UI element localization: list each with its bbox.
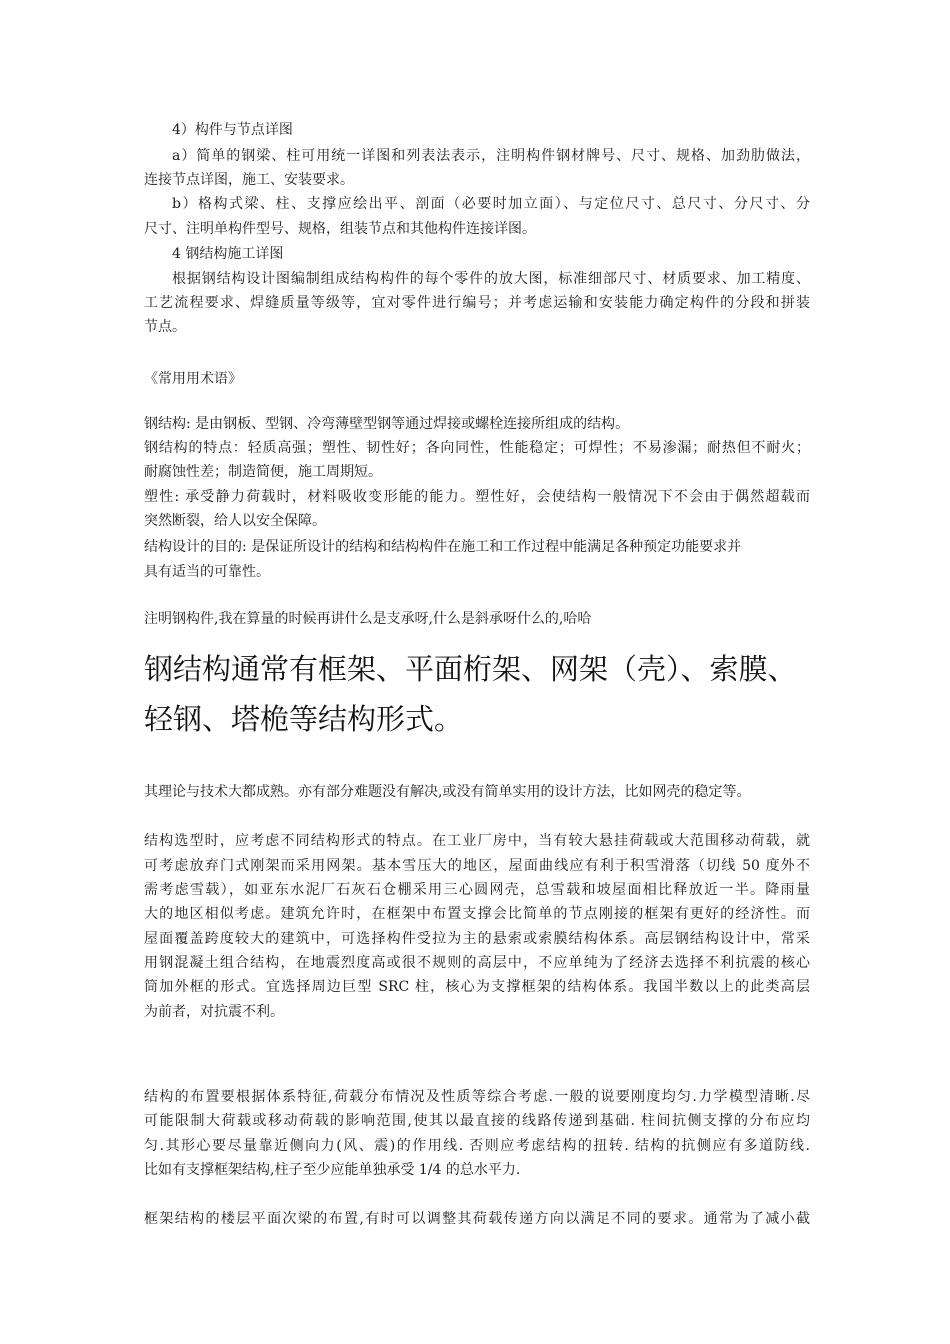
paragraph-line: a）简单的钢梁、柱可用统一详图和列表法表示，注明构件钢材牌号、尺寸、规格、加劲肋做法， [172,148,810,164]
paragraph-line: 具有适当的可靠性。 [144,564,270,580]
paragraph-line: 根据钢结构设计图编制组成结构构件的每个零件的放大图，标准细部尺寸、材质要求、加工精度、 [172,271,810,287]
paragraph-line: 筒加外框的形式。宜选择周边巨型 SRC 柱，核心为支撑框架的结构体系。我国半数以上的此类高层 [144,979,810,995]
paragraph-line: 突然断裂，给人以安全保障。 [144,513,326,529]
paragraph-line: 钢结构的特点：轻质高强；塑性、韧性好；各向同性，性能稳定；可焊性；不易渗漏；耐热但不耐火； [144,440,810,456]
large-heading-line: 轻钢、塔桅等结构形式。 [144,702,464,736]
paragraph-line: 可能限制大荷载或移动荷载的影响范围,使其以最直接的线路传递到基础. 柱间抗侧支撑的分布应均 [144,1113,810,1129]
paragraph-line: 耐腐蚀性差；制造简便，施工周期短。 [144,464,382,480]
paragraph-line: 匀.其形心要尽量靠近侧向力(风、震)的作用线. 否则应考虑结构的扭转. 结构的抗侧应有多道防线. [144,1138,810,1154]
paragraph-line: 比如有支撑框架结构,柱子至少应能单独承受 1/4 的总水平力. [144,1162,521,1178]
paragraph-line: 塑性: 承受静力荷载时，材料吸收变形能的能力。塑性好，会使结构一般情况下不会由于偶然超载而 [144,489,810,505]
paragraph-line: 结构选型时，应考虑不同结构形式的特点。在工业厂房中，当有较大悬挂荷载或大范围移动荷载，就 [144,833,810,849]
section-heading: 4）构件与节点详图 [172,122,293,138]
glossary-title: 《常用用术语》 [144,371,242,387]
paragraph-line: 用钢混凝土组合结构，在地震烈度高或很不规则的高层中，不应单纯为了经济去选择不利抗震的核心 [144,955,810,971]
paragraph-line: 节点。 [144,319,186,335]
paragraph-line: 需考虑雪载），如亚东水泥厂石灰石仓棚采用三心圆网壳，总雪载和坡屋面相比释放近一半。降雨量 [144,882,810,898]
paragraph-line: 为前者，对抗震不利。 [144,1004,284,1020]
paragraph-line: 其理论与技术大都成熟。亦有部分难题没有解决,或没有简单实用的设计方法，比如网壳的稳定等。 [144,784,751,800]
section-heading: 4 钢结构施工详图 [172,246,284,262]
paragraph-line: 注明钢构件,我在算量的时候再讲什么是支承呀,什么是斜承呀什么的,哈哈 [144,611,592,627]
paragraph-line: 尺寸、注明单构件型号、规格，组装节点和其他构件连接详图。 [144,221,536,237]
paragraph-line: 工艺流程要求、焊缝质量等级等，宜对零件进行编号；并考虑运输和安装能力确定构件的分段和拼装 [144,295,810,311]
paragraph-line: 连接节点详图，施工、安装要求。 [144,172,354,188]
paragraph-line: 可考虑放弃门式刚架而采用网架。基本雪压大的地区，屋面曲线应有利于积雪滑落（切线 50 度外不 [144,858,810,874]
paragraph-line: 钢结构: 是由钢板、型钢、冷弯薄壁型钢等通过焊接或螺栓连接所组成的结构。 [144,416,630,432]
paragraph-line: 大的地区相似考虑。建筑允许时，在框架中布置支撑会比简单的节点刚接的框架有更好的经济性。而 [144,906,810,922]
paragraph-line: 框架结构的楼层平面次梁的布置,有时可以调整其荷载传递方向以满足不同的要求。通常为了减小截 [144,1211,810,1227]
paragraph-line: 结构的布置要根据体系特征,荷载分布情况及性质等综合考虑.一般的说要刚度均匀.力学模型清晰.尽 [144,1089,810,1105]
paragraph-line: 屋面覆盖跨度较大的建筑中，可选择构件受拉为主的悬索或索膜结构体系。高层钢结构设计中，常采 [144,931,810,947]
paragraph-line: 结构设计的目的: 是保证所设计的结构和结构构件在施工和工作过程中能满足各种预定功能要求并 [144,539,742,555]
paragraph-line: b）格构式梁、柱、支撑应绘出平、剖面（必要时加立面）、与定位尺寸、总尺寸、分尺寸、分 [172,196,810,212]
large-heading-line: 钢结构通常有框架、平面桁架、网架（壳）、索膜、 [144,652,797,686]
